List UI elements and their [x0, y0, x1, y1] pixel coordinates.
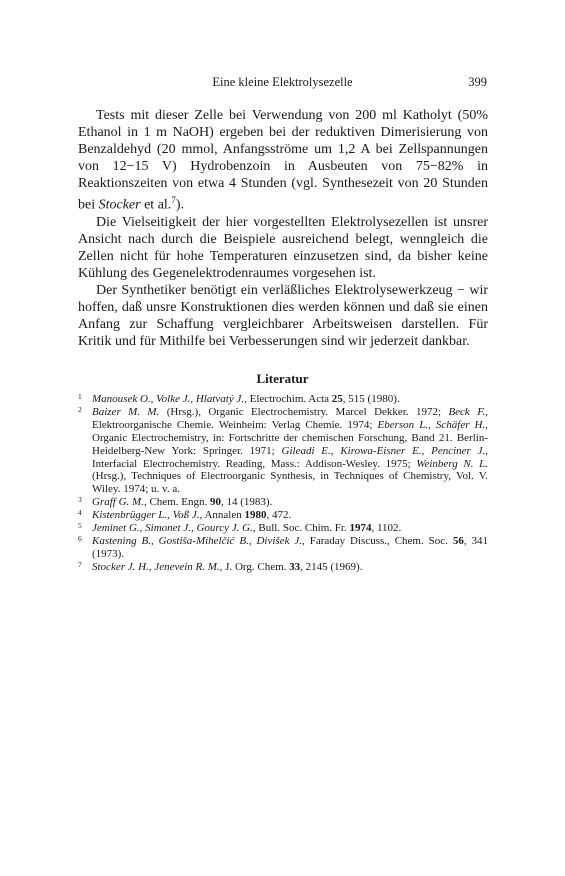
reference-volume: 33	[289, 560, 301, 573]
reference-volume: 90	[209, 496, 221, 509]
reference-authors: Graff G. M.	[92, 496, 144, 509]
running-title: Eine kleine Elektrolysezelle	[212, 75, 353, 89]
reference-text: , Annalen	[199, 509, 245, 522]
reference-item	[78, 406, 488, 496]
reference-text: , J. Org. Chem.	[219, 560, 290, 573]
reference-authors: Gileadi E., Kirowa-Eisner E., Penciner J.	[281, 444, 486, 457]
citation-etal: et al.	[140, 197, 172, 213]
reference-authors: Kistenbrügger L., Voß J.	[92, 509, 200, 522]
literature-heading: Literatur	[256, 371, 309, 386]
reference-authors: Stocker J. H., Jenevein R. M.	[92, 560, 220, 573]
reference-volume: 25	[331, 393, 343, 405]
body-text	[78, 107, 488, 350]
reference-text: , 1102.	[371, 522, 402, 535]
reference-text: , Faraday Discuss., Chem. Soc.	[302, 534, 453, 547]
reference-item	[78, 509, 488, 522]
reference-authors: Kastening B., Gostiša-Mihelčić B., Divišek J.	[92, 534, 303, 547]
reference-text: , 472.	[266, 509, 292, 522]
reference-item	[78, 561, 488, 574]
paragraph-1-text: Tests mit dieser Zelle bei Verwendung von 200 ml Katholyt (50% Ethanol in 1 m NaOH) ergeben bei der reduktiven Dimerisierung von Benzaldehyd (20 mmol, Anfangsströme um 1,2 A bei Zellspannungen von 12−15 V) Hydrobenzoin in Ausbeuten von 75−82% in Reaktionszeiten von etwa 4 Stunden (vgl. Synthesezeit von 20 Stunden bei	[78, 108, 488, 213]
reference-volume: 1974	[349, 522, 372, 535]
reference-text: , Chem. Engn.	[143, 496, 210, 509]
footnote-marker: 7	[171, 195, 176, 205]
paragraph-3: Der Synthetiker benötigt ein verläßliches Elektrolysewerkzeug − wir hoffen, daß unsre Konstruktionen dies werden können und daß sie einen Anfang zur Schaffung vergleichbarer Arbeitsweisen darstellen. Für Kritik und für Mithilfe bei Verbesserungen sind wir jederzeit dankbar.	[78, 282, 488, 349]
reference-number: 7	[78, 559, 82, 569]
reference-text: , Elektroorganische Chemie. Weinheim: Verlag Chemie. 1974;	[92, 405, 488, 431]
reference-text: , 515 (1980).	[342, 393, 400, 405]
reference-authors: Baizer M. M.	[92, 405, 160, 418]
reference-number: 4	[78, 508, 82, 518]
reference-text: , Electrochim. Acta	[244, 393, 332, 405]
reference-text: , 341 (1973).	[92, 534, 488, 560]
reference-text: (Hrsg.), Organic Electrochemistry. Marcel Dekker. 1972;	[159, 405, 449, 418]
reference-number: 2	[78, 404, 82, 414]
reference-authors: Beck F.	[448, 405, 486, 418]
reference-item	[78, 496, 488, 509]
reference-item	[78, 393, 488, 406]
reference-volume: 56	[452, 534, 464, 547]
reference-text: , Bull. Soc. Chim. Fr.	[252, 522, 350, 535]
reference-text: (Hrsg.), Techniques of Electroorganic Synthesis, in Techniques of Chemistry, Vol. V. Wiley. 1974; u. v. a.	[92, 470, 488, 496]
paragraph-1-end: ).	[175, 197, 184, 213]
paragraph-1	[78, 107, 488, 214]
reference-number: 6	[78, 533, 82, 543]
reference-item	[78, 535, 488, 561]
reference-volume: 1980	[244, 509, 267, 522]
reference-text: , Organic Electrochemistry, in: Fortschritte der chemischen Forschung, Band 21. Berlin-Heidelberg-New York: Springer. 1971;	[92, 418, 488, 457]
reference-authors: Weinberg N. L.	[416, 457, 488, 470]
reference-number: 3	[78, 495, 82, 505]
reference-authors: Jeminet G., Simonet J., Gourcy J. G.	[92, 522, 253, 535]
reference-item	[78, 522, 488, 535]
reference-authors: Manousek O., Volke J., Hlatvatý J.	[92, 393, 245, 405]
page-number: 399	[468, 75, 487, 89]
reference-authors: Eberson L., Schäfer H.	[377, 418, 486, 431]
paragraph-2: Die Vielseitigkeit der hier vorgestellten Elektrolysezellen ist unsrer Ansicht nach durch die Beispiele ausreichend belegt, wenngleich die Zellen nicht für hohe Temperaturen einzusetzen sind, da bisher keine Kühlung des Gegenelektrodenraumes vorgesehen ist.	[78, 214, 488, 281]
author-citation: Stocker	[98, 197, 141, 213]
reference-list	[78, 393, 488, 574]
reference-text: , 14 (1983).	[220, 496, 273, 509]
reference-number: 5	[78, 521, 82, 531]
reference-number: 1	[78, 392, 82, 401]
reference-text: , 2145 (1969).	[300, 560, 363, 573]
reference-text: , Interfacial Electrochemistry. Reading, Mass.: Addison-Wesley. 1975;	[92, 444, 488, 470]
